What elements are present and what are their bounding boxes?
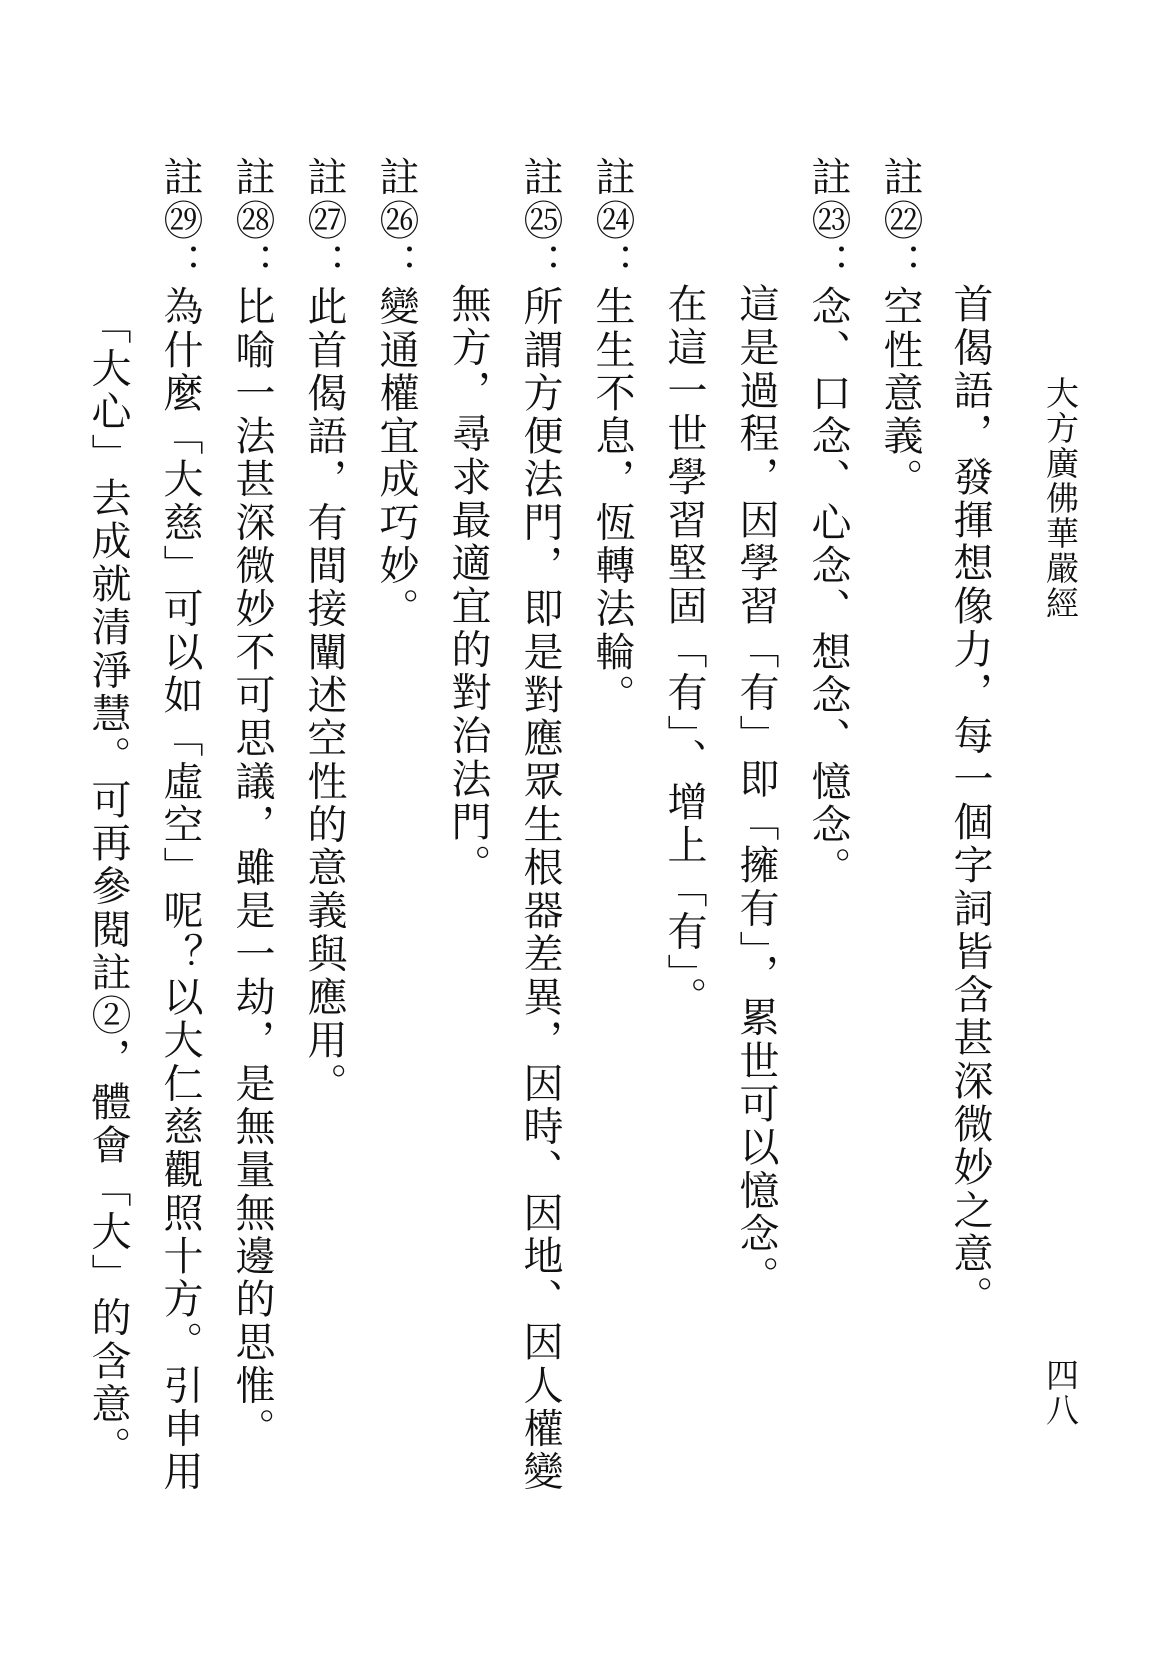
note-23: 註㉓：念、口念、心念、想念、憶念。 bbox=[805, 156, 851, 890]
note-29-continuation: 「大心」去成就清淨慧。可再參閱註②，體會「大」的含意。 bbox=[85, 304, 131, 1470]
note-27: 註㉗：此首偈語，有間接闡述空性的意義與應用。 bbox=[301, 156, 347, 1106]
note-23-continuation-1: 這是過程，因學習「有」即「擁有」，累世可以憶念。 bbox=[733, 283, 779, 1299]
text-line-1: 首偈語，發揮想像力，每一個字詞皆含甚深微妙之意。 bbox=[947, 283, 993, 1319]
note-26: 註㉖：變通權宜成巧妙。 bbox=[373, 156, 419, 631]
note-28: 註㉘：比喻一法甚深微妙不可思議，雖是一劫，是無量無邊的思惟。 bbox=[229, 156, 275, 1451]
note-22: 註㉒：空性意義。 bbox=[877, 156, 923, 502]
note-29: 註㉙：為什麼「大慈」可以如「虛空」呢？以大仁慈觀照十方。引申用 bbox=[157, 156, 203, 1494]
running-header-title: 大方廣佛華嚴經 bbox=[1041, 376, 1080, 621]
note-25: 註㉕：所謂方便法門，即是對應眾生根器差異，因時、因地、因人權變 bbox=[517, 156, 563, 1494]
page-number: 四八 bbox=[1041, 1358, 1080, 1428]
note-25-continuation: 無方，尋求最適宜的對治法門。 bbox=[445, 283, 491, 888]
note-24: 註㉔：生生不息，恆轉法輪。 bbox=[589, 156, 635, 717]
note-23-continuation-2: 在這一世學習堅固「有」、增上「有」。 bbox=[661, 283, 707, 1020]
